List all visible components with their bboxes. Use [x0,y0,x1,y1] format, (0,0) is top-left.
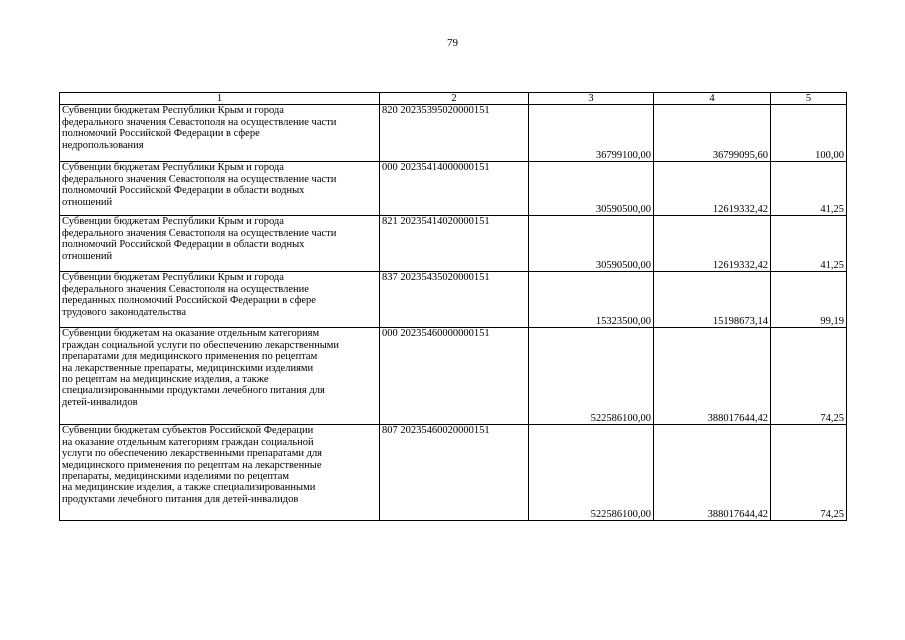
executed-amount-cell: 12619332,42 [654,162,771,216]
planned-amount-cell: 30590500,00 [529,216,654,272]
table-row [60,216,847,272]
planned-amount-cell: 15323500,00 [529,272,654,328]
percent-cell: 99,19 [771,272,847,328]
column-header: 5 [771,93,847,105]
column-header: 2 [380,93,529,105]
percent-cell: 41,25 [771,162,847,216]
planned-amount-cell: 30590500,00 [529,162,654,216]
executed-amount-cell: 36799095,60 [654,105,771,162]
table-row [60,162,847,216]
planned-amount-cell: 522586100,00 [529,425,654,521]
revenue-name-cell: Субвенции бюджетам Республики Крым и города федерального значения Севастополя на осуществление части полномочий Российской Федерации в сфере недропользования [60,105,380,162]
table-row [60,425,847,521]
percent-cell: 41,25 [771,216,847,272]
revenue-name-cell: Субвенции бюджетам субъектов Российской Федерации на оказание отдельным категориям граждан социальной услуги по обеспечению лекарственными препаратами для медицинского применения по рецептам на лекарственные препараты, медицинскими изделиями по рецептам на медицинские изделия, а также специализированными продуктами лечебного питания для детей-инвалидов [60,425,380,521]
planned-amount-cell: 522586100,00 [529,328,654,425]
table-header-row [60,93,847,105]
budget-code-cell: 807 20235460020000151 [380,425,529,521]
table-row [60,328,847,425]
budget-code-cell: 000 20235460000000151 [380,328,529,425]
column-header: 4 [654,93,771,105]
budget-code-cell: 837 20235435020000151 [380,272,529,328]
percent-cell: 74,25 [771,328,847,425]
planned-amount-cell: 36799100,00 [529,105,654,162]
percent-cell: 74,25 [771,425,847,521]
column-header: 1 [60,93,380,105]
revenue-name-cell: Субвенции бюджетам Республики Крым и города федерального значения Севастополя на осуществление переданных полномочий Российской Федерации в сфере трудового законодательства [60,272,380,328]
column-header: 3 [529,93,654,105]
revenue-name-cell: Субвенции бюджетам Республики Крым и города федерального значения Севастополя на осуществление части полномочий Российской Федерации в области водных отношений [60,162,380,216]
budget-code-cell: 821 20235414020000151 [380,216,529,272]
budget-table [59,92,847,521]
executed-amount-cell: 388017644,42 [654,328,771,425]
table-row [60,272,847,328]
executed-amount-cell: 15198673,14 [654,272,771,328]
budget-code-cell: 000 20235414000000151 [380,162,529,216]
executed-amount-cell: 12619332,42 [654,216,771,272]
table-row [60,105,847,162]
percent-cell: 100,00 [771,105,847,162]
revenue-name-cell: Субвенции бюджетам на оказание отдельным категориям граждан социальной услуги по обеспечению лекарственными препаратами для медицинского применения по рецептам на лекарственные препараты, медицинскими изделиями по рецептам на медицинские изделия, а также специализированными продуктами лечебного питания для детей-инвалидов [60,328,380,425]
executed-amount-cell: 388017644,42 [654,425,771,521]
revenue-name-cell: Субвенции бюджетам Республики Крым и города федерального значения Севастополя на осуществление части полномочий Российской Федерации в области водных отношений [60,216,380,272]
budget-code-cell: 820 20235395020000151 [380,105,529,162]
page-number: 79 [447,37,458,49]
